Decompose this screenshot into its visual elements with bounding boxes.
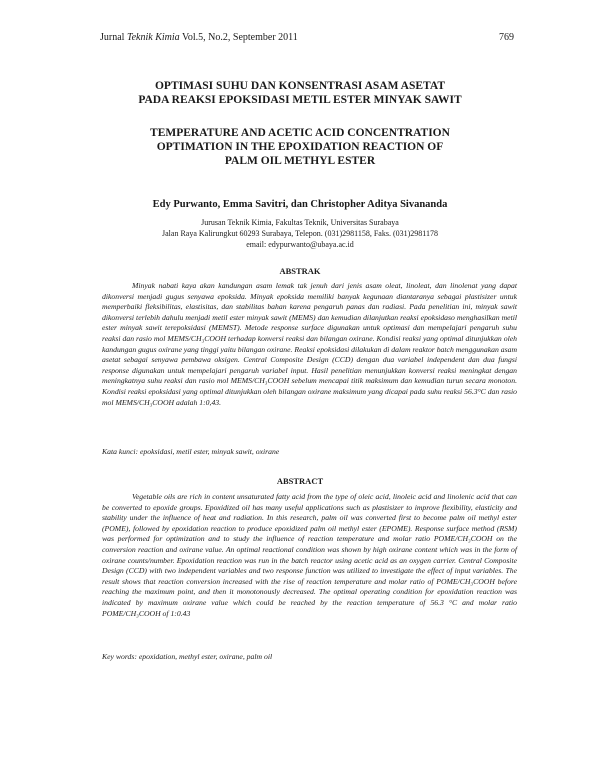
affiliation-dept: Jurusan Teknik Kimia, Fakultas Teknik, Universitas Surabaya — [201, 218, 399, 227]
title-id-line-2: PADA REAKSI EPOKSIDASI METIL ESTER MINYAK SAWIT — [138, 94, 462, 106]
abstract-heading: ABSTRACT — [276, 476, 324, 486]
title-en-line-3: PALM OIL METHYL ESTER — [224, 155, 376, 167]
journal-citation: Jurnal Teknik Kimia Vol.5, No.2, September 2011 — [100, 32, 298, 43]
affiliation — [60, 217, 540, 250]
keywords-english: Key words: epoxidation, methyl ester, oxirane, palm oil — [102, 652, 273, 661]
title-en-line-1: TEMPERATURE AND ACETIC ACID CONCENTRATION — [150, 127, 450, 139]
title-en-line-2: OPTIMATION IN THE EPOXIDATION REACTION OF — [156, 141, 444, 153]
author-list: Edy Purwanto, Emma Savitri, dan Christopher Aditya Sivananda — [152, 199, 448, 210]
abstrak-heading: ABSTRAK — [279, 266, 321, 276]
keywords-indonesian: Kata kunci: epoksidasi, metil ester, minyak sawit, oxirane — [102, 447, 280, 456]
affiliation-email: email: edypurwanto@ubaya.ac.id — [246, 240, 354, 249]
title-indonesian — [80, 79, 520, 107]
title-english — [80, 126, 520, 168]
abstract-body: Vegetable oils are rich in content unsaturated fatty acid from the type of oleic acid, linoleic acid and linolenic acid that can be converted to epoxide groups. Epoxidized oil has many useful applications such as plastisizer to improve flexibility, elasticity and stability under the influence of heat and radiation. In this research, palm oil was converted first to become palm oil methyl ester (POME), followed by epoxidation reaction to produce epoxidized palm oil methyl ester (EPOME). Response surface method (RSM) was performed for optimization and to study the influence of reaction temperature and molar ratio POME/CH₃COOH on the conversion reaction and oxirane value. An optimal reactional condition was shown by high oxirane content which was in the form of oxirane counts/number. Epoxidation reaction was run in the batch reactor using acetic acid as an oxygen carrier. Central Composite Design (CCD) with two independent variables and two response function was utilized to investigate the effect of input variables. The result shows that reaction conversion increased with the rise of reaction temperature and molar ratio of POME/CH₃COOH before reaching the maximum point, and then it monotonously decreased. The optimal operating condition for epoxidation reaction was indicated by maximum oxirane value which could be reached by the reaction temperature of 56.3 °C and molar ratio POME/CH₃COOH of 1:0.43 — [102, 492, 517, 618]
affiliation-address: Jalan Raya Kalirungkut 60293 Surabaya, Telepon. (031)2981158, Faks. (031)2981178 — [162, 229, 438, 238]
page-number: 769 — [499, 32, 514, 43]
title-id-line-1: OPTIMASI SUHU DAN KONSENTRASI ASAM ASETAT — [154, 80, 445, 92]
abstrak-body: Minyak nabati kaya akan kandungan asam lemak tak jenuh dari jenis asam oleat, linoleat, dan linolenat yang dapat dikonversi menjadi gugus senyawa epoksida. Minyak epoksida memiliki banyak kegunaan diantaranya sebagai plastisizer untuk memperbaiki fleksibilitas, elastisitas, dan stabilitas bahan karena pengaruh panas dan radiasi. Pada penelitian ini, minyak sawit dikonversi terlebih dahulu menjadi metil ester minyak sawit (MEMS) dan kemudian dilanjutkan reaksi epoksidaso menghasilkan metil ester minyak sawit terepoksidasi (MEMST). Metode response surface digunakan untuk optimasi dan mempelajari pengaruh suhu reaksi dan rasio mol MEMS/CH₃COOH terhadap konversi reaksi dan bilangan oxirane. Kondisi reaksi yang optimal ditunjukkan oleh kandungan gugus oxirane yang tinggi yaitu bilangan oxirane. Reaksi epoksidasi dilakukan di dalam reaktor batch menggunakan asam asetat sebagai senyawa pembawa oksigen. Central Composite Design (CCD) dengan dua variabel independent dan dua fungsi response digunakan untuk mempelajari pengaruh variabel input. Hasil penelitian menunjukkan konversi reaksi meningkat dengan meningkatnya suhu reaksi dan rasio mol MEMS/CH₃COOH sebelum mencapai titik maksimum dan kemudian turun secara monoton. Kondisi reaksi epoksidasi yang optimal ditunjukkan oleh bilangan oxirane maksimum yang dicapai pada suhu reaksi 56.3°C dan rasio mol MEMS/CH₃COOH adalah 1:0,43. — [102, 281, 517, 407]
